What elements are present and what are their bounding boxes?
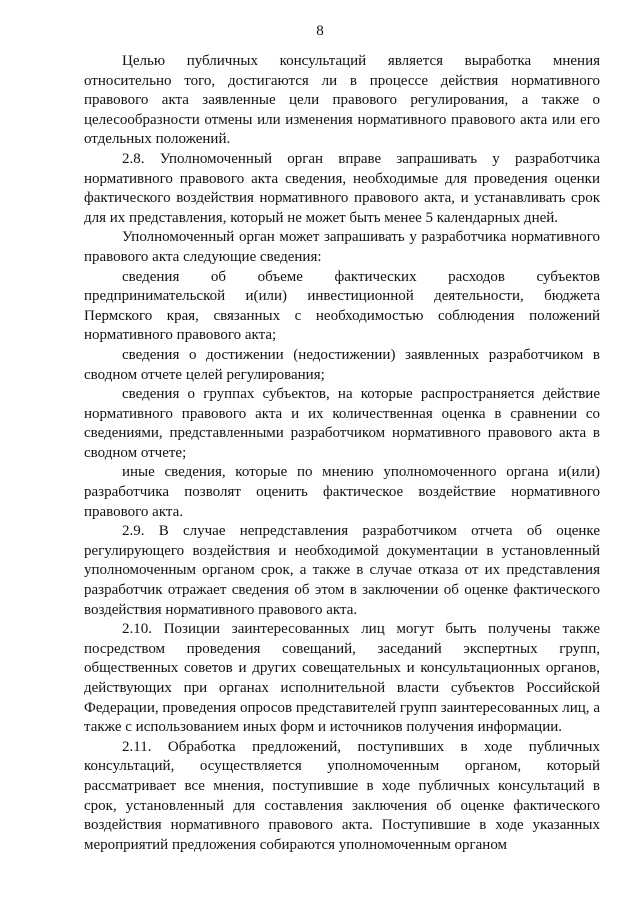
list-item-expenses-info: сведения об объеме фактических расходов субъектов предпринимательской и(или) инвестиционной деятельности, бюджета Пермского края, связанных с необходимостью соблюдения положений нормативного правового акта; [84,268,600,344]
document-body [84,52,600,855]
paragraph-2-9: 2.9. В случае непредставления разработчиком отчета об оценке регулирующего воздействия и необходимой документации в установленный уполномоченным органом срок, а также в случае отказа от их представления разработчик отражает сведения об этом в заключении об оценке фактического воздействия нормативного правового акта. [84,523,600,618]
page-number: 8 [316,23,324,39]
list-item-goals-achievement: сведения о достижении (недостижении) заявленных разработчиком в сводном отчете целей регулирования; [84,346,600,383]
paragraph-requested-info-intro: Уполномоченный орган может запрашивать у разработчика нормативного правового акта следующие сведения: [84,229,600,265]
paragraph-2-8: 2.8. Уполномоченный орган вправе запрашивать у разработчика нормативного правового акта сведения, необходимые для проведения оценки фактического воздействия нормативного правового акта, и устанавливать срок для их представления, который не может быть менее 5 календарных дней. [84,150,600,226]
list-item-other-info: иные сведения, которые по мнению уполномоченного органа и(или) разработчика позволят оценить фактическое воздействие нормативного правового акта. [84,464,600,520]
paragraph-2-11: 2.11. Обработка предложений, поступивших в ходе публичных консультаций, осуществляется уполномоченным органом, который рассматривает все мнения, поступившие в ходе публичных консультаций в срок, установленный для составления заключения об оценке фактического воздействия нормативного правового акта. Поступившие в ходе указанных мероприятий предложения собираются уполномоченным органом [84,738,600,853]
paragraph-public-consultations-goal: Целью публичных консультаций является выработка мнения относительно того, достигаются ли в процессе действия нормативного правового акта заявленные цели правового регулирования, а также о целесообразности отмены или изменения нормативного правового акта или его отдельных положений. [84,53,600,148]
list-item-subject-groups: сведения о группах субъектов, на которые распространяется действие нормативного правового акта и их количественная оценка в сравнении со сведениями, представленными разработчиком нормативного правового акта в сводном отчете; [84,386,600,461]
paragraph-2-10: 2.10. Позиции заинтересованных лиц могут быть получены также посредством проведения совещаний, заседаний экспертных групп, общественных советов и других совещательных и консультационных органов, действующих при органах исполнительной власти субъектов Российской Федерации, проведения опросов представителей групп заинтересованных лиц, а также с использованием иных форм и источников получения информации. [84,621,600,736]
